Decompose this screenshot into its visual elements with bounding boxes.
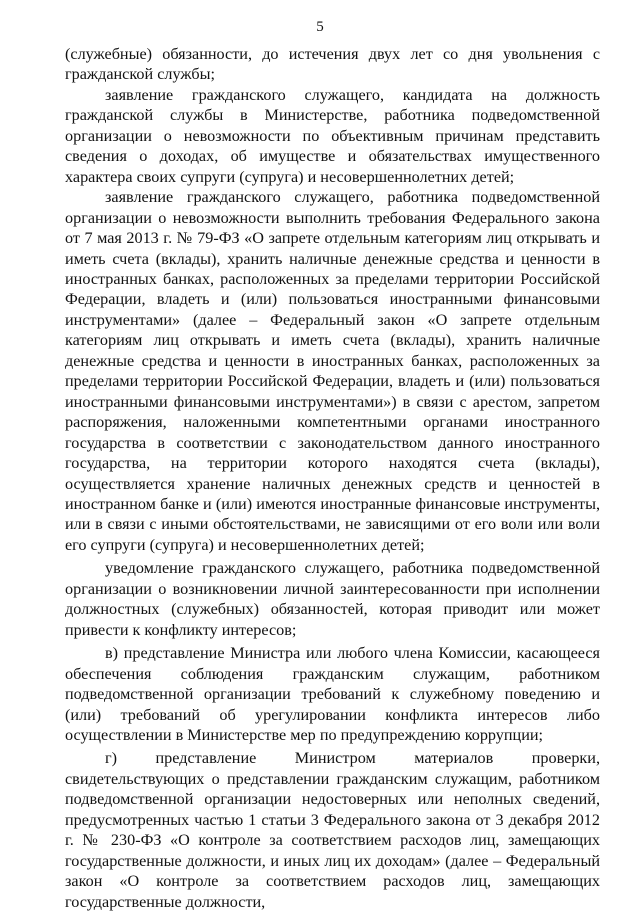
paragraph-item-v: в) представление Министра или любого члена Комиссии, касающееся обеспечения соблюдения гражданским служащим, работником подведомственной организации требований к служебному поведению и (или) требований об урегулировании конфликта интересов либо осуществлении в Министерстве мер по предупреждению коррупции; (65, 644, 600, 744)
paragraph-item-g: г) представление Министром материалов проверки, свидетельствующих о представлении гражданским служащим, работником подведомственной организации недостоверных или неполных сведений, предусмотренных частью 1 статьи 3 Федерального закона от 3 декабря 2012 г. № 230-ФЗ «О контроле за соответствием расходов лиц, замещающих государственные должности, и иных лиц их доходам» (далее – Федеральный закон «О контроле за соответствием расходов лиц, замещающих государственные должности, (65, 749, 600, 911)
paragraph-notice-conflict-of-interest: уведомление гражданского служащего, работника подведомственной организации о возникновении личной заинтересованности при исполнении должностных (служебных) обязанностей, которая приводит или может привести к конфликту интересов; (65, 559, 600, 639)
page-number: 5 (316, 19, 324, 35)
paragraph-continuation: (служебные) обязанности, до истечения двух лет со дня увольнения с гражданской службы; (65, 45, 600, 84)
paragraph-statement-income-info: заявление гражданского служащего, кандидата на должность гражданской службы в Министерстве, работника подведомственной организации о невозможности по объективным причинам представить сведения о доходах, об имуществе и обязательствах имущественного характера своих супруги (супруга) и несовершеннолетних детей; (65, 85, 600, 186)
paragraph-statement-foreign-accounts: заявление гражданского служащего, работника подведомственной организации о невозможности выполнить требования Федерального закона от 7 мая 2013 г. № 79-ФЗ «О запрете отдельным категориям лиц открывать и иметь счета (вклады), хранить наличные денежные средства и ценности в иностранных банках, расположенных за пределами территории Российской Федерации, владеть и (или) пользоваться иностранными финансовыми инструментами» (далее – Федеральный закон «О запрете отдельным категориям лиц открывать и иметь счета (вклады), хранить наличные денежные средства и ценности в иностранных банках, расположенных за пределами территории Российской Федерации, владеть и (или) пользоваться иностранными финансовыми инструментами») в связи с арестом, запретом распоряжения, наложенными компетентными органами иностранного государства в соответствии с законодательством данного иностранного государства, на территории которого находятся счета (вклады), осуществляется хранение наличных денежных средств и ценностей в иностранном банке и (или) имеются иностранные финансовые инструменты, или в связи с иными обстоятельствами, не зависящими от его воли или воли его супруги (супруга) и несовершеннолетних детей; (65, 188, 600, 554)
document-body (65, 44, 600, 912)
